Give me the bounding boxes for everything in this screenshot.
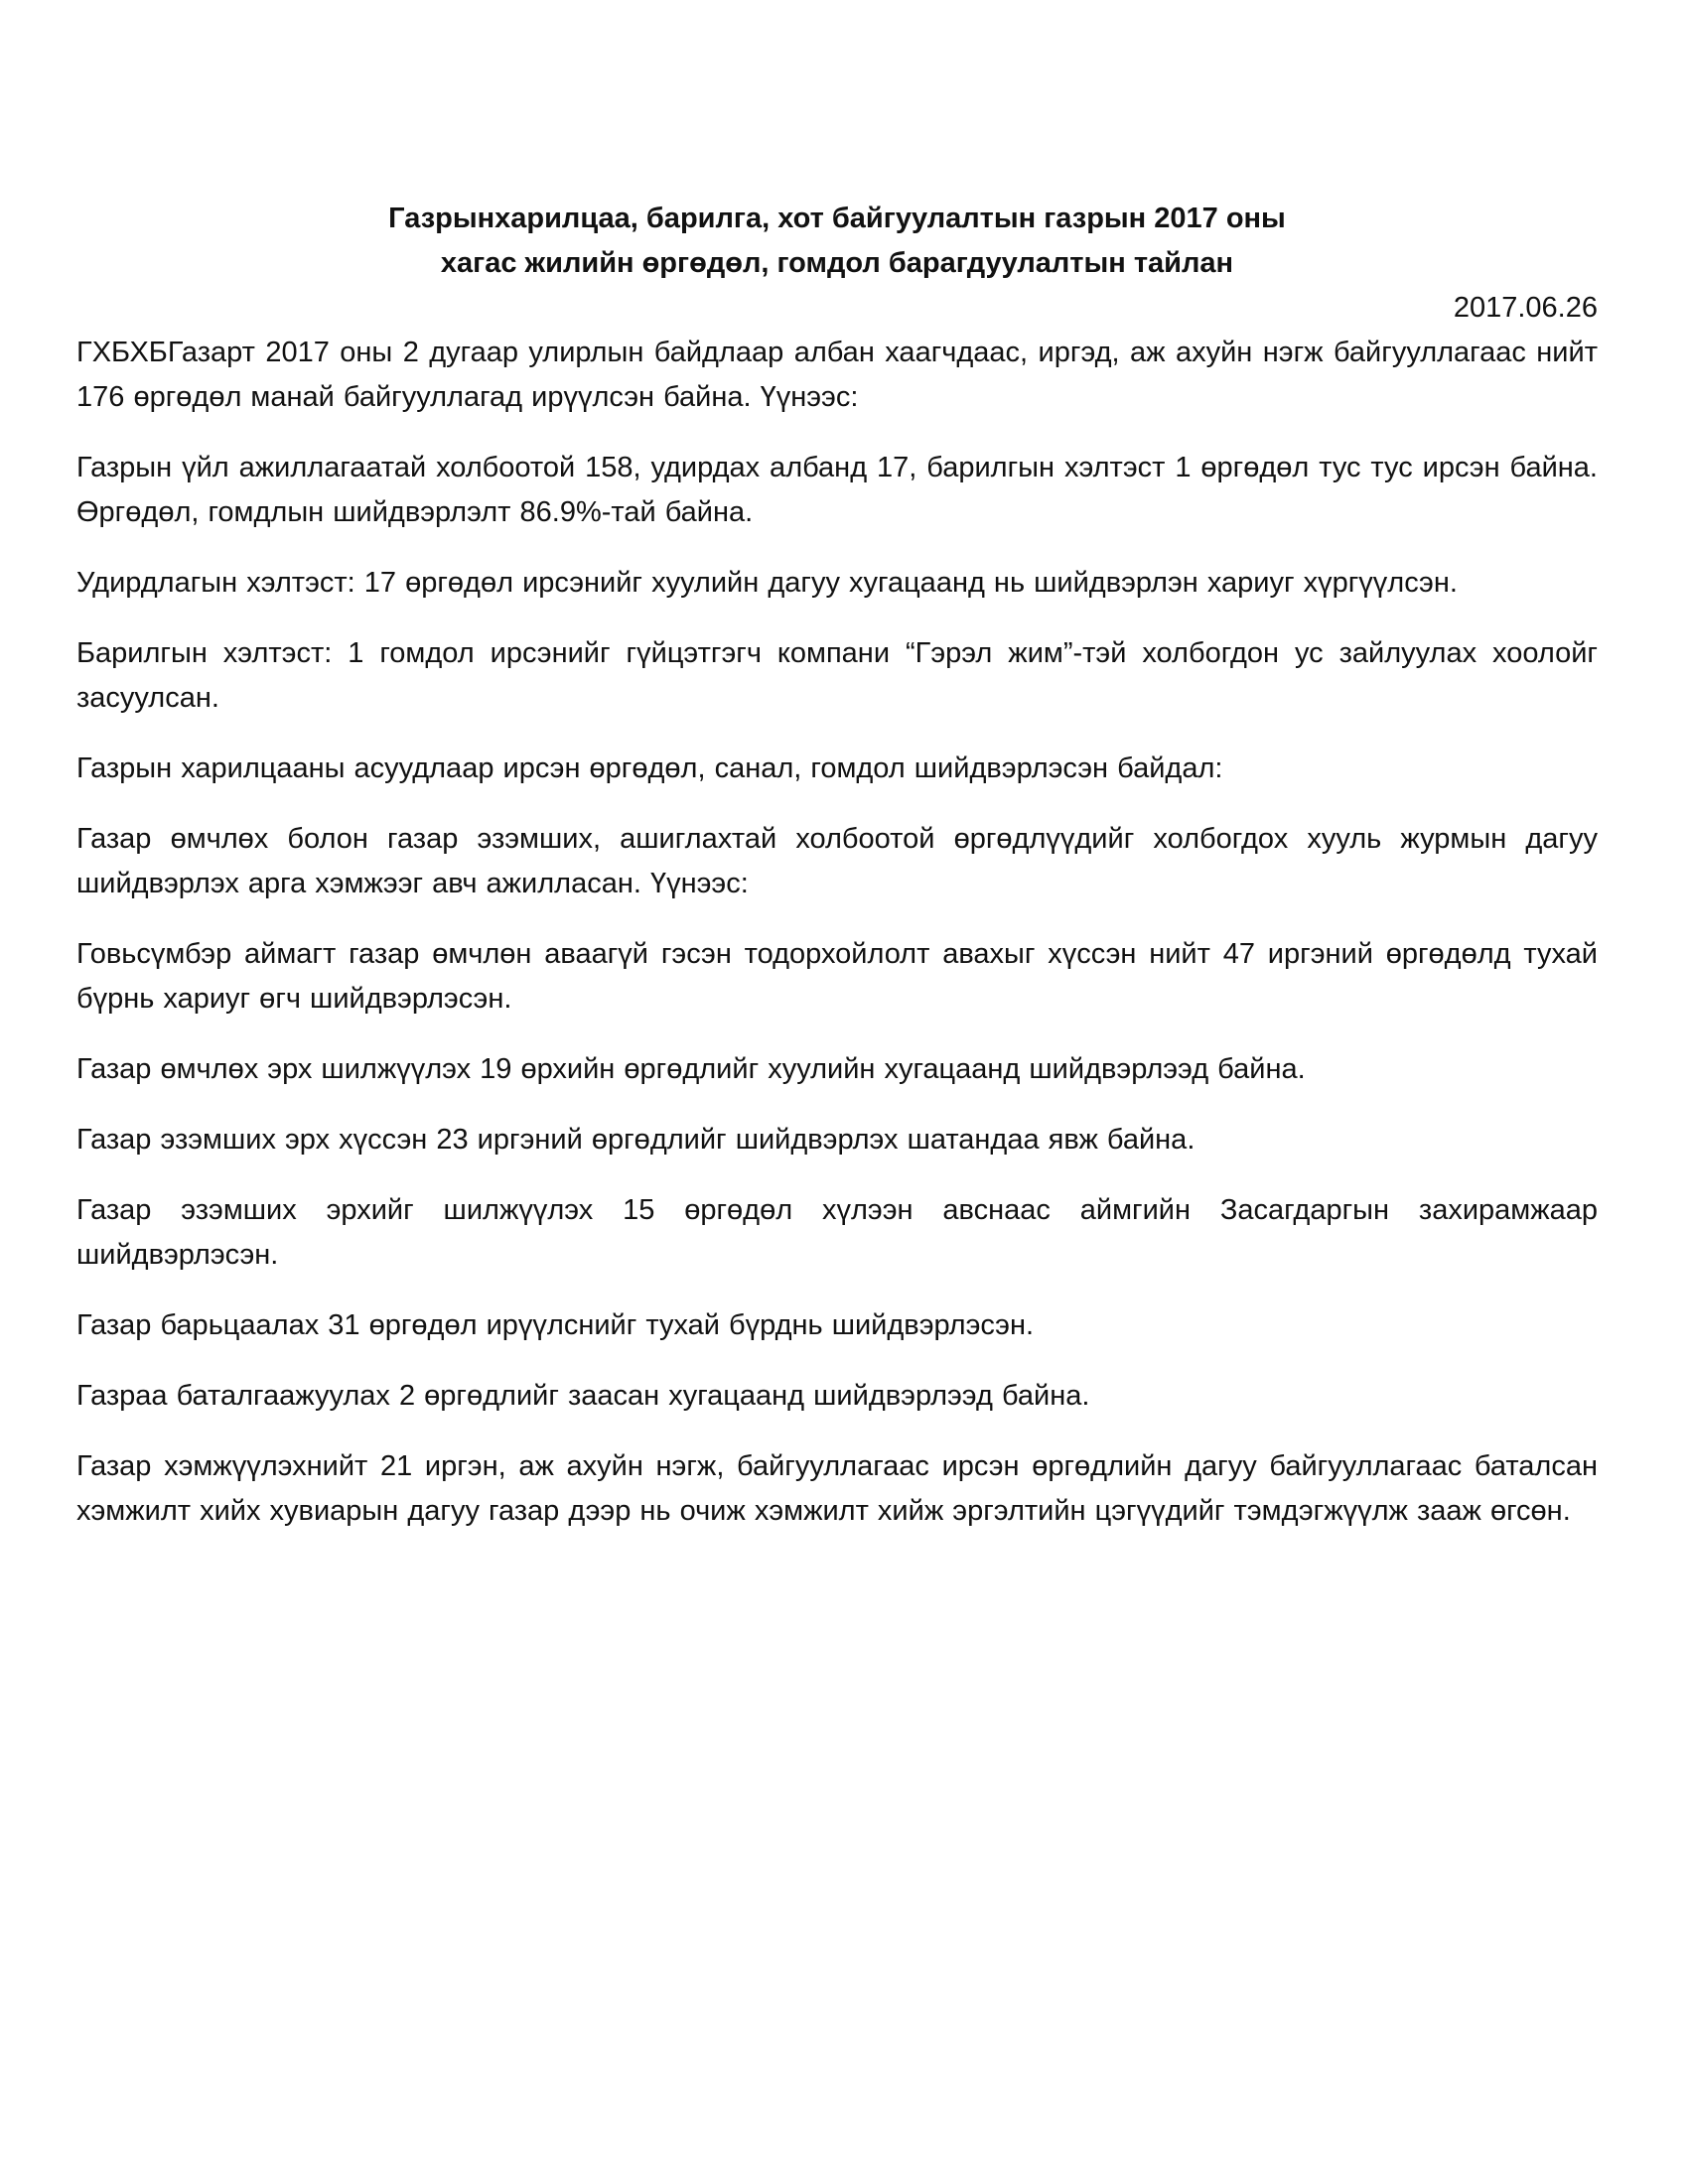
document-page [76, 197, 1598, 1560]
paragraph-land-mortgage: Газар барьцаалах 31 өргөдөл ирүүлснийг тухай бүрднь шийдвэрлэсэн. [76, 1309, 1035, 1341]
paragraph-possession-requests: Газар эзэмших эрх хүссэн 23 иргэний өргөдлийг шийдвэрлэх шатандаа явж байна. [76, 1124, 1196, 1156]
paragraph-construction-dept: Барилгын хэлтэст: 1 гомдол ирсэнийг гүйцэтгэгч компани “Гэрэл жим”-тэй холбогдон ус зайлуулах хоолойг засуулсан. [76, 637, 1598, 714]
paragraph-govisumber-certificates: Говьсүмбэр аймагт газар өмчлөн аваагүй гэсэн тодорхойлолт авахыг хүссэн нийт 47 иргэний өргөдөлд тухай бүрнь хариуг өгч шийдвэрлэсэн. [76, 938, 1598, 1015]
paragraph-land-measurement: Газар хэмжүүлэхнийт 21 иргэн, аж ахуйн нэгж, байгууллагаас ирсэн өргөдлийн дагуу байгууллагаас баталсан хэмжилт хийх хувиарын дагуу газар дээр нь очиж хэмжилт хийж эргэлтийн цэгүүдийг тэмдэгжүүлж зааж өгсөн. [76, 1450, 1598, 1527]
paragraph-land-ownership: Газар өмчлөх болон газар эзэмших, ашиглахтай холбоотой өргөдлүүдийг холбогдох хууль журмын дагуу шийдвэрлэх арга хэмжээг авч ажилласан. Үүнээс: [76, 823, 1598, 899]
paragraph-possession-transfer: Газар эзэмших эрхийг шилжүүлэх 15 өргөдөл хүлээн авснаас аймгийн Засагдаргын захирамжаар шийдвэрлэсэн. [76, 1194, 1598, 1271]
document-title-line-1: Газрынхарилцаа, барилга, хот байгуулалтын газрын 2017 оны [388, 203, 1286, 234]
document-date: 2017.06.26 [1453, 292, 1598, 324]
paragraph-land-relations-heading: Газрын харилцааны асуудлаар ирсэн өргөдөл, санал, гомдол шийдвэрлэсэн байдал: [76, 752, 1223, 784]
paragraph-intro: ГХБХБГазарт 2017 оны 2 дугаар улирлын байдлаар албан хаагчдаас, иргэд, аж ахуйн нэгж байгууллагаас нийт 176 өргөдөл манай байгууллагад ирүүлсэн байна. Үүнээс: [76, 337, 1598, 413]
document-title-line-2: хагас жилийн өргөдөл, гомдол барагдуулалтын тайлан [440, 247, 1234, 279]
paragraph-ownership-transfer: Газар өмчлөх эрх шилжүүлэх 19 өрхийн өргөдлийг хуулийн хугацаанд шийдвэрлээд байна. [76, 1053, 1306, 1085]
paragraph-management-dept: Удирдлагын хэлтэст: 17 өргөдөл ирсэнийг хуулийн дагуу хугацаанд нь шийдвэрлэн хариуг хүргүүлсэн. [76, 567, 1458, 599]
paragraph-distribution: Газрын үйл ажиллагаатай холбоотой 158, удирдах албанд 17, барилгын хэлтэст 1 өргөдөл тус тус ирсэн байна. Өргөдөл, гомдлын шийдвэрлэлт 86.9%-тай байна. [76, 452, 1598, 528]
paragraph-land-certification: Газраа баталгаажуулах 2 өргөдлийг заасан хугацаанд шийдвэрлээд байна. [76, 1380, 1090, 1412]
